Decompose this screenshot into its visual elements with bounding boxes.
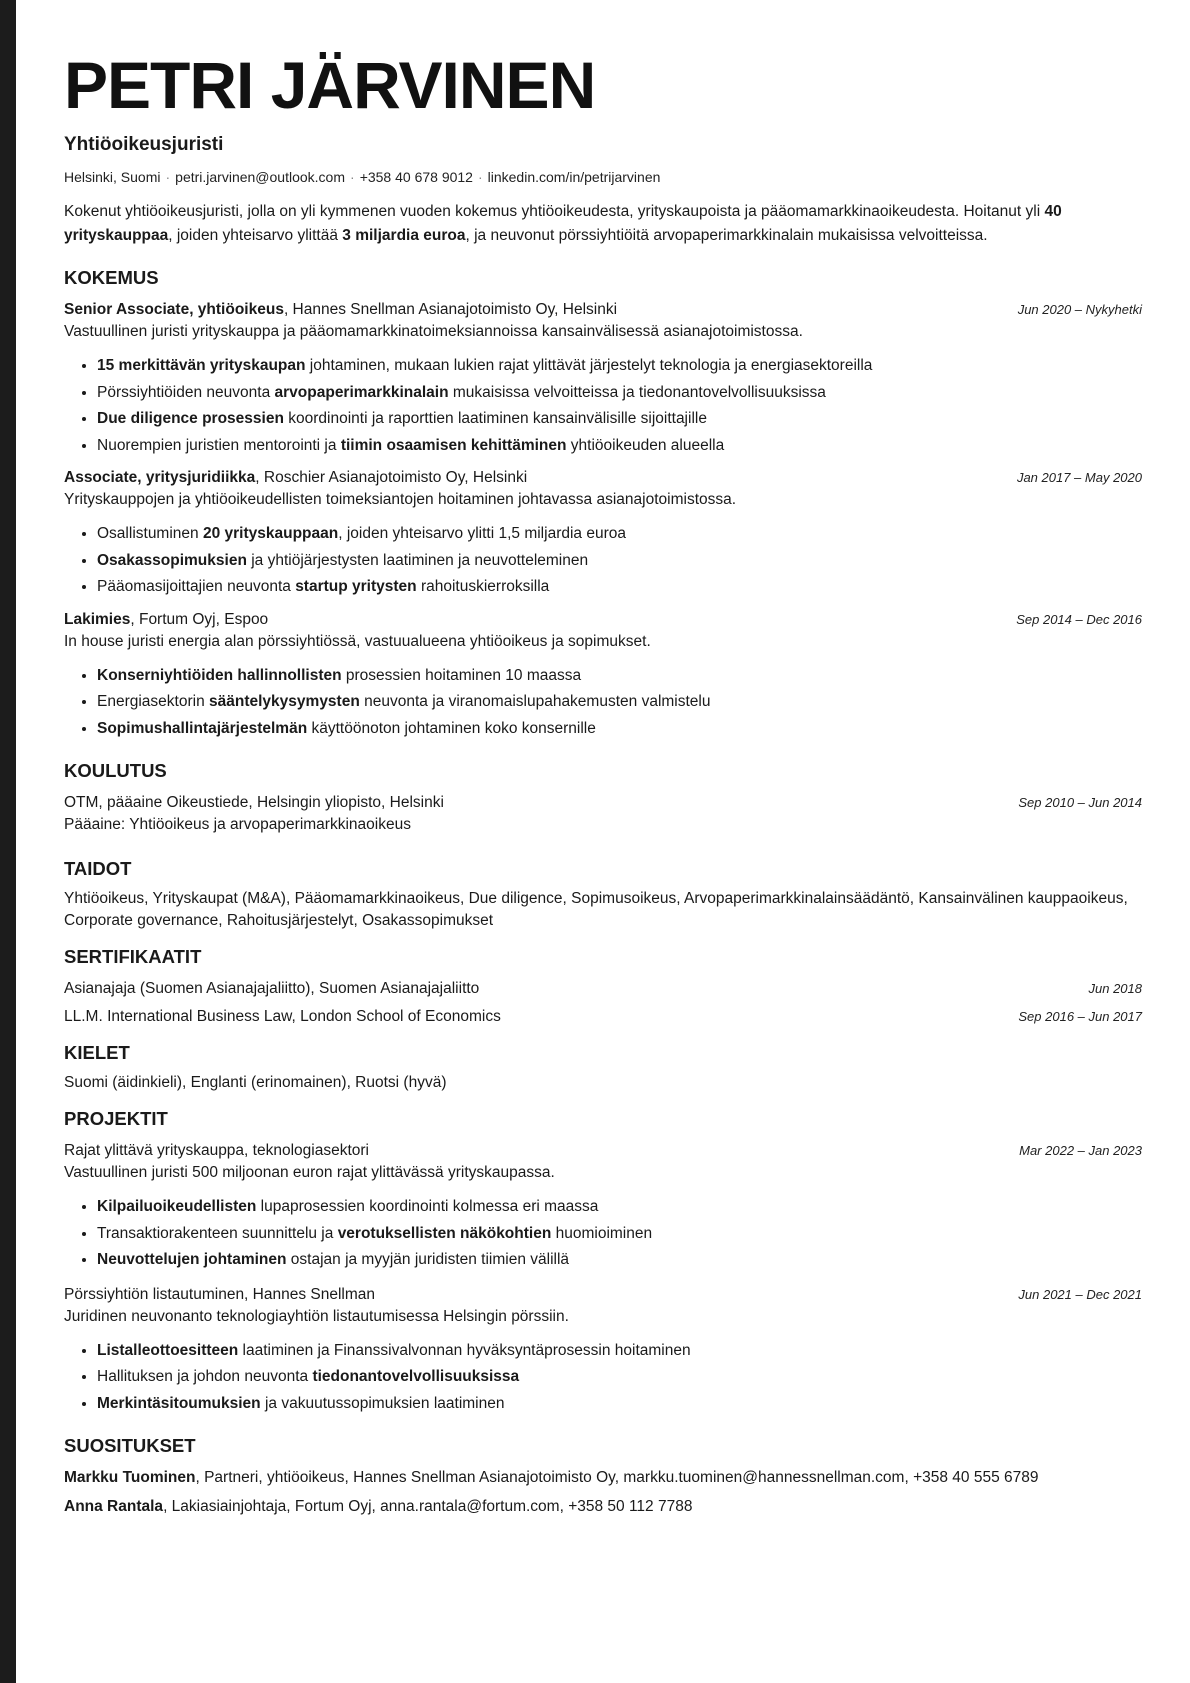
summary-text: , joiden yhteisarvo ylittää [168,227,343,244]
certification-item [64,978,1142,1000]
project-entry [64,1140,1142,1274]
education-date: Sep 2010 – Jun 2014 [1018,795,1142,810]
list-item: • Hallituksen ja johdon neuvonta tiedonantovelvollisuuksissa [97,1364,1142,1391]
list-item: • Pörssiyhtiöiden neuvonta arvopaperimarkkinalain mukaisissa velvoitteissa ja tiedonantovelvollisuuksissa [97,380,1142,407]
reference-name: Anna Rantala [64,1498,164,1515]
certification-date: Sep 2016 – Jun 2017 [1018,1009,1142,1024]
education-entry [64,792,1142,836]
languages-text: Suomi (äidinkieli), Englanti (erinomainen), Ruotsi (hyvä) [64,1074,447,1091]
job-company: , Hannes Snellman Asianajotoimisto Oy, Helsinki [283,301,618,318]
job-bullets [64,663,1142,743]
candidate-name: PETRI JÄRVINEN [64,48,596,122]
job-entry [64,609,1142,743]
job-bullets [64,521,1142,601]
contact-phone: +358 40 678 9012 [359,169,473,185]
job-description: In house juristi energia alan pörssiyhtiössä, vastuualueena yhtiöoikeus ja sopimukset. [64,632,651,650]
certification-name: LL.M. International Business Law, London School of Economics [64,1008,501,1025]
section-heading-languages: KIELET [64,1042,130,1063]
job-role: Senior Associate, yhtiöoikeus [64,301,284,318]
project-title: Rajat ylittävä yrityskauppa, teknologiasektori [64,1142,369,1159]
job-role: Lakimies [64,610,131,628]
section-heading-skills: TAIDOT [64,858,132,879]
project-description: Juridinen neuvonanto teknologiayhtiön listautumisessa Helsingin pörssiin. [64,1307,569,1325]
contact-email[interactable]: petri.jarvinen@outlook.com [175,169,346,185]
section-heading-education: KOULUTUS [64,760,167,781]
section-heading-references: SUOSITUKSET [64,1435,196,1456]
contact-linkedin[interactable]: linkedin.com/in/petrijarvinen [487,169,661,185]
project-title: Pörssiyhtiön listautuminen, Hannes Snellman [64,1285,376,1303]
summary-text: Kokenut yhtiöoikeusjuristi, jolla on yli kymmenen vuoden kokemus yhtiöoikeudesta, yrityskaupoista ja pääomamarkkinaoikeudesta. Hoitanut yli [64,203,1045,220]
list-item: • Energiasektorin sääntelykysymysten neuvonta ja viranomaislupahakemusten valmistelu [97,689,1142,716]
list-item: • Osakassopimuksien ja yhtiöjärjestysten laatiminen ja neuvotteleminen [97,548,1142,575]
project-entry [64,1284,1142,1418]
project-date: Mar 2022 – Jan 2023 [1019,1143,1142,1158]
list-item: • Merkintäsitoumuksien ja vakuutussopimuksien laatiminen [97,1391,1142,1418]
job-role: Associate, yritysjuridiikka [64,469,256,486]
skills-text: Yhtiöoikeus, Yrityskaupat (M&A), Pääomamarkkinaoikeus, Due diligence, Sopimusoikeus, Arvopaperimarkkinalainsäädäntö, Kansainvälinen kauppaoikeus, Corporate governance, Rahoitusjärjestelyt, Osakassopimukset [64,890,1128,929]
reference-item [64,1496,1142,1518]
job-company: , Roschier Asianajotoimisto Oy, Helsinki [255,469,528,486]
summary-highlight: 3 miljardia euroa [342,227,466,244]
section-heading-projects: PROJEKTIT [64,1108,168,1129]
education-degree: OTM, pääaine Oikeustiede, Helsingin yliopisto, Helsinki [64,794,444,811]
job-description: Yrityskauppojen ja yhtiöoikeudellisten toimeksiantojen hoitaminen johtavassa asianajotoimistossa. [64,491,737,508]
job-date: Jun 2020 – Nykyhetki [1017,302,1142,317]
list-item: • Kilpailuoikeudellisten lupaprosessien koordinointi kolmessa eri maassa [97,1194,1142,1221]
list-item: • Listalleottoesitteen laatiminen ja Finanssivalvonnan hyväksyntäprosessin hoitaminen [97,1338,1142,1365]
job-entry [64,467,1142,601]
certification-date: Jun 2018 [1088,981,1142,996]
summary-text: , ja neuvonut pörssiyhtiöitä arvopaperimarkkinalain mukaisissa velvoitteissa. [465,227,988,244]
job-date: Sep 2014 – Dec 2016 [1016,611,1142,627]
list-item: • Sopimushallintajärjestelmän käyttöönoton johtaminen koko konsernille [97,716,1142,743]
list-item: • Nuorempien juristien mentorointi ja tiimin osaamisen kehittäminen yhtiöoikeuden alueella [97,433,1142,460]
education-major: Pääaine: Yhtiöoikeus ja arvopaperimarkkinaoikeus [64,816,411,833]
job-description: Vastuullinen juristi yrityskauppa ja pääomamarkkinatoimeksiannoissa kansainvälisessä asianajotoimistossa. [64,323,803,340]
contact-line: Helsinki, Suomi · petri.jarvinen@outlook.com · +358 40 678 9012 · linkedin.com/in/petrijarvinen [64,169,661,185]
certification-item [64,1006,1142,1028]
project-description: Vastuullinen juristi 500 miljoonan euron rajat ylittävässä yrityskaupassa. [64,1164,555,1181]
resume-page [64,48,1142,1518]
reference-detail: , Lakiasiainjohtaja, Fortum Oyj, anna.rantala@fortum.com, +358 50 112 7788 [163,1498,693,1515]
project-bullets [64,1338,1142,1418]
list-item: • 15 merkittävän yrityskaupan johtaminen, mukaan lukien rajat ylittävät järjestelyt teknologia ja energiasektoreilla [97,353,1142,380]
reference-item [64,1467,1142,1489]
contact-location: Helsinki, Suomi [64,169,161,185]
list-item: • Osallistuminen 20 yrityskauppaan, joiden yhteisarvo ylitti 1,5 miljardia euroa [97,521,1142,548]
left-edge-bar [0,0,16,1683]
job-entry [64,299,1142,459]
project-bullets [64,1194,1142,1274]
reference-detail: , Partneri, yhtiöoikeus, Hannes Snellman Asianajotoimisto Oy, markku.tuominen@hannessnellman.com, +358 40 555 6789 [195,1469,1039,1486]
list-item: • Neuvottelujen johtaminen ostajan ja myyjän juridisten tiimien välillä [97,1247,1142,1274]
certification-name: Asianajaja (Suomen Asianajajaliitto), Suomen Asianajajaliitto [64,980,480,997]
summary [64,200,1142,248]
job-bullets [64,353,1142,459]
list-item: • Due diligence prosessien koordinointi ja raporttien laatiminen kansainvälisille sijoittajille [97,406,1142,433]
list-item: • Konserniyhtiöiden hallinnollisten prosessien hoitaminen 10 maassa [97,663,1142,690]
job-title: Yhtiöoikeusjuristi [64,134,224,155]
job-company: , Fortum Oyj, Espoo [130,610,269,628]
list-item: • Pääomasijoittajien neuvonta startup yritysten rahoituskierroksilla [97,574,1142,601]
list-item: • Transaktiorakenteen suunnittelu ja verotuksellisten näkökohtien huomioiminen [97,1221,1142,1248]
project-date: Jun 2021 – Dec 2021 [1018,1286,1142,1302]
section-heading-experience: KOKEMUS [64,267,159,288]
job-date: Jan 2017 – May 2020 [1016,470,1142,485]
section-heading-certifications: SERTIFIKAATIT [64,946,202,967]
reference-name: Markku Tuominen [64,1469,196,1486]
summary-highlight: 40 yrityskauppaa [64,203,1062,244]
